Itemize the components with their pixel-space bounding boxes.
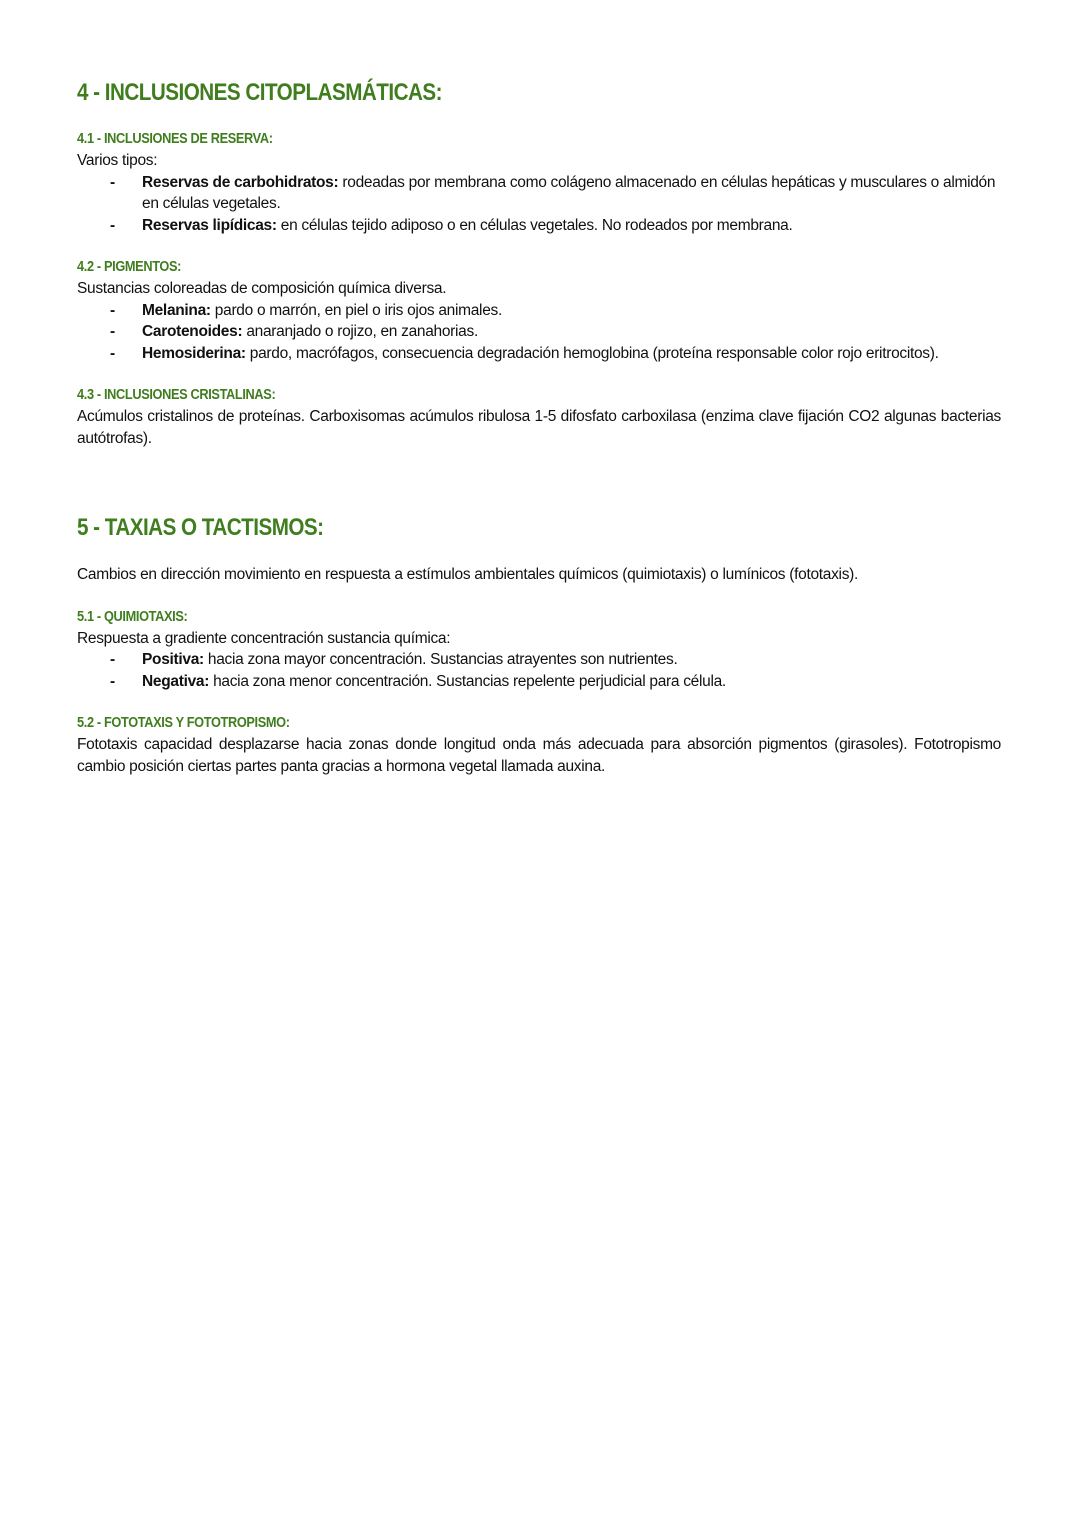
subsection-4-2-title: 4.2 - PIGMENTOS: — [77, 259, 182, 275]
dash-bullet: - — [110, 651, 115, 668]
term-text: pardo, macrófagos, consecuencia degradación hemoglobina (proteína responsable color rojo eritrocitos). — [245, 344, 939, 362]
subsection-5-1-title: 5.1 - QUIMIOTAXIS: — [77, 608, 188, 625]
term-text: rodeadas por membrana como colágeno almacenado en células hepáticas y musculares o almidón en células vegetales. — [142, 173, 996, 212]
subsection-4-2-intro: Sustancias coloreadas de composición química diversa. — [77, 280, 447, 297]
term-label: Carotenoides: — [142, 323, 243, 340]
list-item — [77, 343, 1001, 365]
term-label: Positiva: — [142, 651, 204, 668]
pigment-list — [77, 300, 1001, 365]
dash-bullet: - — [110, 301, 115, 319]
subsection-4-3-title: 4.3 - INCLUSIONES CRISTALINAS: — [77, 387, 276, 403]
subsection-4-1-title: 4.1 - INCLUSIONES DE RESERVA: — [77, 131, 273, 147]
list-item — [77, 671, 1001, 693]
term-text: hacia zona mayor concentración. Sustancias atrayentes son nutrientes. — [203, 651, 678, 668]
term-text: pardo o marrón, en piel o iris ojos animales. — [210, 301, 502, 319]
section-4-title: 4 - INCLUSIONES CITOPLASMÁTICAS: — [77, 79, 442, 106]
section-5-title: 5 - TAXIAS O TACTISMOS: — [77, 514, 324, 541]
term-label: Hemosiderina: — [142, 344, 246, 362]
subsection-5-1-intro: Respuesta a gradiente concentración sustancia química: — [77, 629, 451, 647]
list-item — [77, 649, 1001, 671]
list-item — [77, 321, 1001, 343]
list-item — [77, 215, 1001, 237]
dash-bullet: - — [110, 672, 115, 690]
subsection-5-2-text: Fototaxis capacidad desplazarse hacia zonas donde longitud onda más adecuada para absorción pigmentos (girasoles). Fototropismo cambio posición ciertas partes panta gracias a hormona vegetal llamada auxina. — [77, 736, 1001, 775]
term-label: Negativa: — [142, 672, 210, 690]
list-item — [77, 300, 1001, 322]
dash-bullet: - — [110, 216, 115, 234]
subsection-4-1-intro: Varios tipos: — [77, 152, 158, 169]
list-item — [77, 172, 1001, 215]
term-label: Reservas lipídicas: — [142, 216, 277, 234]
dash-bullet: - — [110, 173, 115, 191]
subsection-5-2-title: 5.2 - FOTOTAXIS Y FOTOTROPISMO: — [77, 715, 290, 731]
reserve-list — [77, 172, 1001, 237]
dash-bullet: - — [110, 323, 115, 340]
term-text: hacia zona menor concentración. Sustancias repelente perjudicial para célula. — [209, 672, 726, 690]
term-label: Reservas de carbohidratos: — [142, 173, 339, 191]
term-text: en células tejido adiposo o en células vegetales. No rodeados por membrana. — [276, 216, 793, 234]
section-5-intro: Cambios en dirección movimiento en respuesta a estímulos ambientales químicos (quimiotaxis) o lumínicos (fototaxis). — [77, 566, 859, 583]
term-label: Melanina: — [142, 301, 211, 319]
document-page — [77, 78, 1001, 777]
dash-bullet: - — [110, 344, 115, 362]
chemotaxis-list — [77, 649, 1001, 692]
subsection-4-3-text: Acúmulos cristalinos de proteínas. Carboxisomas acúmulos ribulosa 1-5 difosfato carboxilasa (enzima clave fijación CO2 algunas bacterias autótrofas). — [77, 408, 1001, 447]
term-text: anaranjado o rojizo, en zanahorias. — [242, 323, 478, 340]
